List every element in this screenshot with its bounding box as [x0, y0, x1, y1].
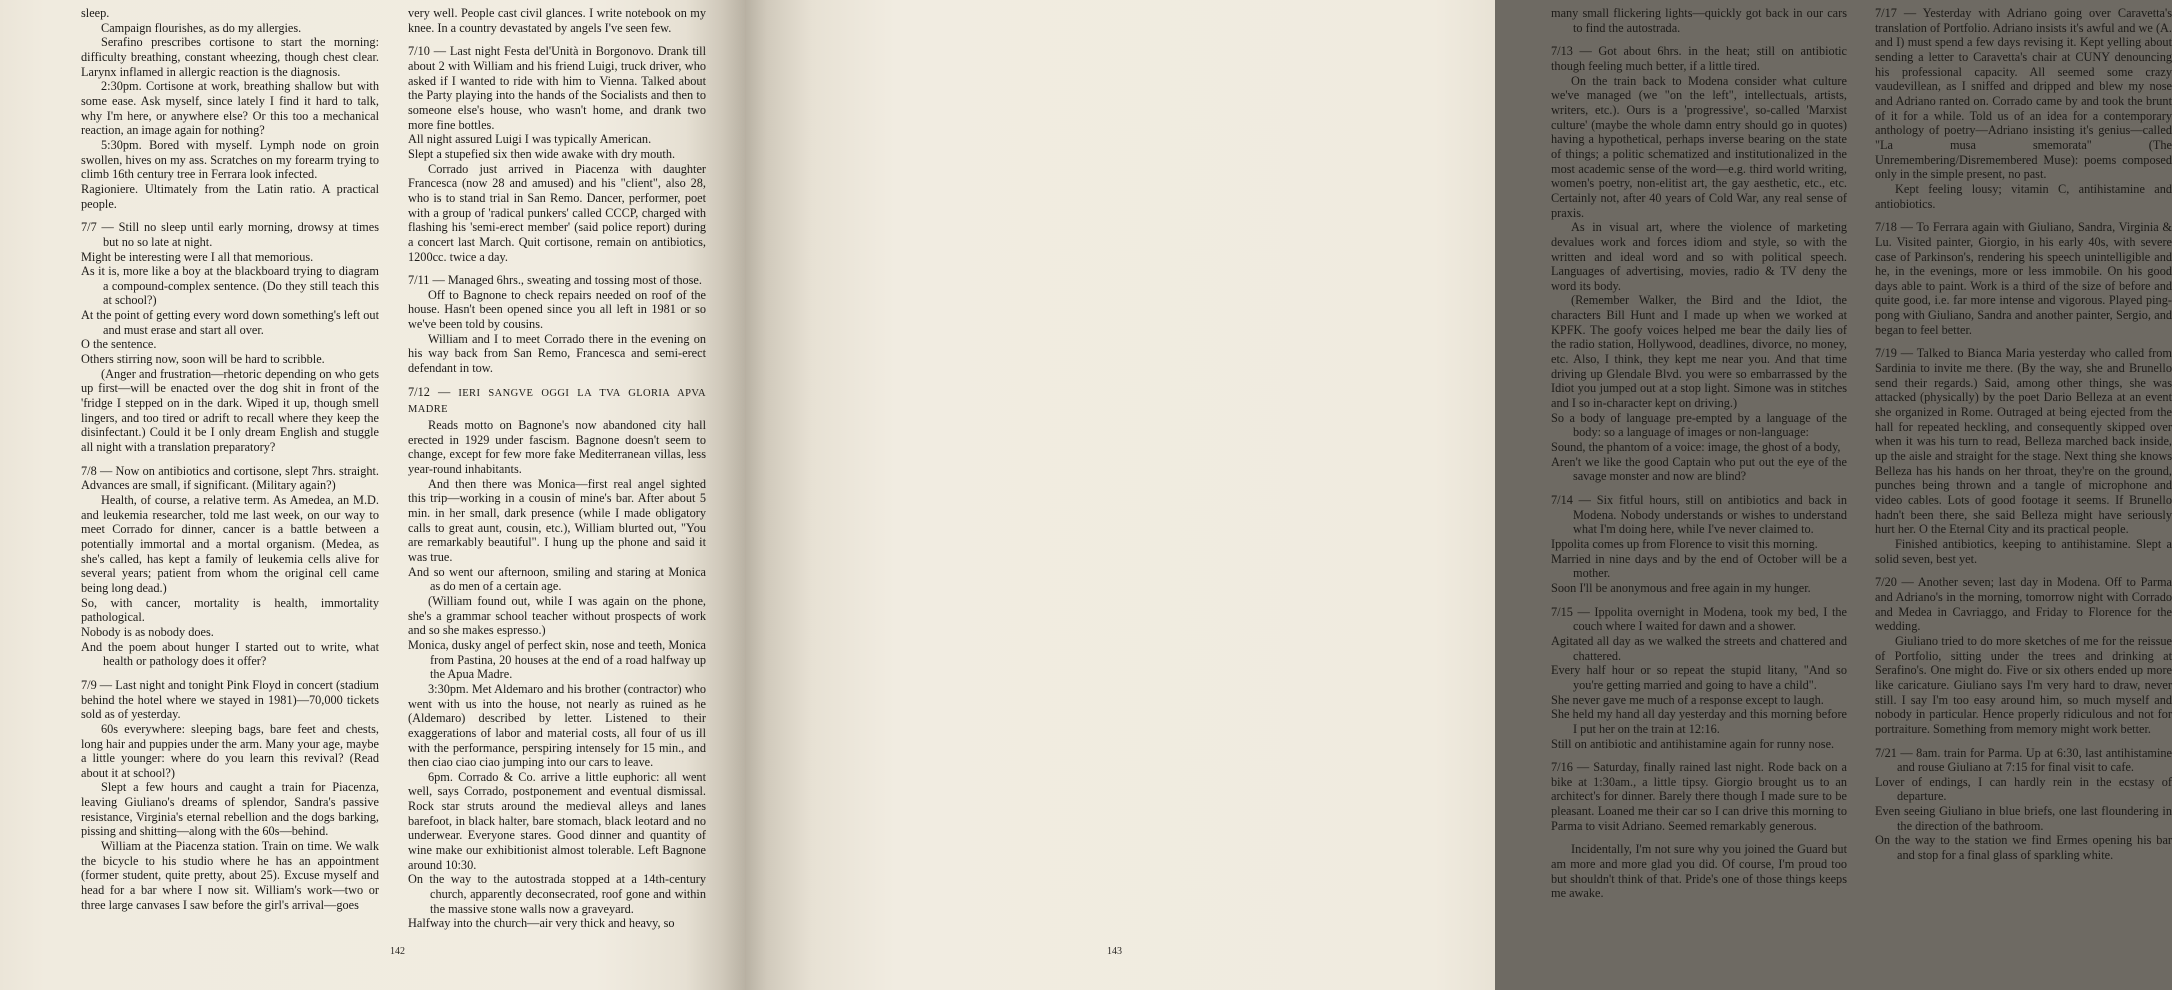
diary-text: Off to Bagnone to check repairs needed on roof of the house. Hasn't been opened since you all left in 1981 or so we've been told by cousins.	[408, 287, 706, 332]
diary-text: So a body of language pre-empted by a language of the body: so a language of images or non-language:	[1551, 410, 1847, 440]
diary-text: Slept a few hours and caught a train for Piacenza, leaving Giuliano's dreams of splendor, Sandra's passive resistance, Virginia's eternal rebellion and the dogs barking, pissing and shitting—along with the 60s—behind.	[81, 780, 379, 839]
diary-text: On the way to the autostrada stopped at a 14th-century church, apparently deconsecrated, roof gone and within the massive stone walls now a graveyard.	[408, 872, 706, 916]
diary-paragraph	[1875, 346, 2172, 537]
diary-text: 7/17 — Yesterday with Adriano going over Caravetta's translation of Portfolio. Adriano insists it's awful and we (A. and I) must spend a few days revising it. Kept yelling about sending a letter to Caravetta's chair at CUNY denouncing his professional capacity. All seemed some crazy vaudevillean, as I sniffed and dripped and blew my nose and Adriano ranted on. Corrado came by and took the brunt of it for a while. Told us of an idea for a contemporary anthology of poetry—Adriano insisting it's genius—called "La musa smemorata" (The Unremembering/Disremembered Muse): poems composed only in the simple present, no past.	[1875, 6, 2172, 182]
diary-paragraph	[1551, 455, 1847, 484]
diary-text: Serafino prescribes cortisone to start the morning: difficulty breathing, constant wheezing, though chest clear. Larynx inflamed in allergic reaction is the diagnosis.	[81, 35, 379, 79]
diary-text: Lover of endings, I can hardly rein in the ecstasy of departure.	[1875, 774, 2172, 804]
diary-paragraph	[408, 418, 706, 477]
diary-text: Still on antibiotic and antihistamine again for runny nose.	[1551, 736, 1835, 751]
diary-text: very well. People cast civil glances. I write notebook on my knee. In a country devastated by angels I've seen few.	[408, 6, 706, 35]
diary-paragraph	[1551, 707, 1847, 736]
diary-paragraph	[81, 138, 379, 182]
diary-text: Soon I'll be anonymous and free again in my hunger.	[1551, 580, 1811, 595]
diary-paragraph	[81, 182, 379, 211]
diary-text: As it is, more like a boy at the blackboard trying to diagram a compound-complex sentence. (Do they still teach this at school?)	[81, 264, 379, 308]
diary-text: At the point of getting every word down something's left out and must erase and start all over.	[81, 308, 379, 337]
diary-paragraph	[1551, 411, 1847, 440]
diary-text: Campaign flourishes, as do my allergies.	[101, 20, 302, 35]
diary-paragraph	[81, 35, 379, 79]
diary-paragraph	[408, 162, 706, 265]
diary-paragraph	[1551, 842, 1847, 901]
diary-paragraph	[1875, 182, 2172, 211]
diary-text: She held my hand all day yesterday and this morning before I put her on the train at 12:16.	[1551, 707, 1847, 736]
diary-paragraph	[81, 596, 379, 625]
diary-paragraph	[81, 308, 379, 337]
diary-paragraph	[81, 250, 379, 265]
diary-paragraph	[408, 872, 706, 916]
diary-paragraph	[408, 770, 706, 873]
diary-text: 7/14 — Six fitful hours, still on antibiotics and back in Modena. Nobody understands or wishes to understand what I'm doing here, while I've never claimed to.	[1551, 493, 1847, 537]
diary-paragraph	[81, 640, 379, 669]
diary-paragraph	[1551, 634, 1847, 663]
diary-paragraph	[408, 147, 706, 162]
diary-text: 7/18 — To Ferrara again with Giuliano, Sandra, Virginia & Lu. Visited painter, Giorgio, in his early 40s, with severe case of Parkinson's, rendering his speech unintelligible and he, in the evenings, more or less immobile. On his good days able to paint. Work is a third of the size of before and quite good, i.e. far more intense and vigorous. Played ping-pong with Giuliano, Sandra and another painter, Sergio, and began to feel better.	[1875, 220, 2172, 337]
diary-text: 7/13 — Got about 6hrs. in the heat; still on antibiotic though feeling much better, if a little tired.	[1551, 44, 1847, 73]
diary-text: 3:30pm. Met Aldemaro and his brother (contractor) who went with us into the house, not nearly as ruined as he (Aldemaro) described by letter. Listened to their exaggerations of labor and material costs, all four of us ill with the performance, perspiring intensely for 15 min., and then ciao ciao ciao jumping into our cars to leave.	[408, 681, 706, 770]
diary-text: Slept a stupefied six then wide awake with dry mouth.	[408, 146, 676, 161]
diary-text: 7/10 — Last night Festa del'Unità in Borgonovo. Drank till about 2 with William and his friend Luigi, truck driver, who asked if I wanted to ride with him to Vienna. Talked about the Party playing into the hands of the Socialists and then to someone else's house, who wasn't home, and drank two more fine bottles.	[408, 44, 706, 132]
diary-text: 7/20 — Another seven; last day in Modena. Off to Parma and Adriano's in the morning, tomorrow night with Corrado and Medea in Cavriaggo, and Friday to Florence for the wedding.	[1875, 575, 2172, 634]
diary-text: Incidentally, I'm not sure why you joined the Guard but am more and more glad you did. Of course, I'm proud too but shouldn't think of that. Pride's one of those things keeps me awake.	[1551, 842, 1847, 901]
diary-text: (William found out, while I was again on the phone, she's a grammar school teacher without prospects of work and so she makes espresso.)	[408, 593, 706, 638]
diary-text: And so went our afternoon, smiling and staring at Monica as do men of a certain age.	[408, 564, 706, 594]
diary-text: 7/19 — Talked to Bianca Maria yesterday who called from Sardinia to invite me there. (By the way, she and Brunello send their regards.) Said, among other things, she was attacked (physically) by the poet Dario Belleza at an event she organized in Rome. Outraged at being ejected from the hall for repeated heckling, and consequently skipped over when it was his turn to read, Belleza marched back inside, up the aisle and straight for the stage. Next thing she knows Belleza has his hands on her throat, they're on the ground, punches being thrown and a tangle of microphone and video cables. Lots of good footage it seems. If Brunello hadn't been there, she said Belleza might have seriously hurt her. O the Eternal City and its practical people.	[1875, 346, 2172, 537]
diary-paragraph	[1551, 737, 1847, 752]
diary-text: (Anger and frustration—rhetoric depending on who gets up first—will be enacted over the dog shit in front of the 'fridge I stepped on in the dark. Wiped it up, though smell lingers, and too tired or adrift to recall where they keep the disinfectant.) Could it be I only dream English and stuggle all night with a translation preparatory?	[81, 366, 379, 455]
left-page-column-2	[408, 6, 706, 931]
diary-text: 7/15 — Ippolita overnight in Modena, took my bed, I the couch where I waited for dawn and a shower.	[1551, 604, 1847, 634]
diary-paragraph	[1551, 605, 1847, 634]
diary-paragraph	[408, 565, 706, 594]
diary-text: Nobody is as nobody does.	[81, 624, 214, 639]
diary-text: Agitated all day as we walked the streets and chattered and chattered.	[1551, 633, 1847, 663]
diary-paragraph	[1551, 760, 1847, 833]
diary-text: Monica, dusky angel of perfect skin, nose and teeth, Monica from Pastina, 20 houses at the end of a road halfway up the Apua Madre.	[408, 637, 706, 682]
diary-paragraph	[1875, 6, 2172, 182]
diary-paragraph	[81, 678, 379, 722]
diary-paragraph	[1551, 220, 1847, 293]
diary-paragraph	[1875, 804, 2172, 833]
diary-text: William and I to meet Corrado there in the evening on his way back from San Remo, Francesca and semi-erect defendant in tow.	[408, 331, 706, 376]
diary-paragraph	[81, 79, 379, 138]
diary-paragraph	[81, 6, 379, 21]
page-number-left: 142	[390, 946, 405, 957]
diary-text: Kept feeling lousy; vitamin C, antihistamine and antiobiotics.	[1875, 181, 2172, 211]
diary-text: 7/9 — Last night and tonight Pink Floyd in concert (stadium behind the hotel where we stayed in 1981)—70,000 tickets sold as of yesterday.	[81, 677, 379, 722]
diary-text: 7/21 — 8am. train for Parma. Up at 6:30, last antihistamine and rouse Giuliano at 7:15 for final visit to cafe.	[1875, 745, 2172, 775]
diary-paragraph	[1875, 634, 2172, 737]
diary-paragraph	[81, 352, 379, 367]
diary-paragraph	[81, 839, 379, 912]
diary-paragraph	[408, 682, 706, 770]
diary-paragraph	[1551, 552, 1847, 581]
diary-text: 7/11 — Managed 6hrs., sweating and tossing most of those.	[408, 273, 702, 288]
diary-text: Sound, the phantom of a voice: image, the ghost of a body,	[1551, 440, 1841, 455]
diary-paragraph	[1875, 775, 2172, 804]
diary-paragraph	[1551, 74, 1847, 221]
diary-paragraph	[1875, 575, 2172, 634]
diary-paragraph	[81, 367, 379, 455]
diary-text: 7/12 —	[408, 384, 459, 399]
diary-paragraph	[1551, 693, 1847, 708]
right-page	[745, 0, 2172, 990]
diary-paragraph	[81, 493, 379, 596]
diary-paragraph	[408, 132, 706, 147]
diary-text: Corrado just arrived in Piacenza with daughter Francesca (now 28 and amused) and his "client", also 28, who is to stand trial in San Remo. Dancer, performer, poet with a group of 'radical punkers' called CCCP, charged with flashing his 'semi-erect member' (said police report) during a concert last March. Quit cortisone, remain on antibiotics, 1200cc. twice a day.	[408, 161, 706, 264]
diary-text: Reads motto on Bagnone's now abandoned city hall erected in 1929 under fascism. Bagnone doesn't seem to change, except for few more fake Mediterranean villas, less year-round inhabitants.	[408, 418, 706, 477]
page-number-right: 143	[1107, 946, 1122, 957]
diary-paragraph	[1875, 746, 2172, 775]
diary-paragraph	[1551, 440, 1847, 455]
diary-text: On the train back to Modena consider what culture we've managed (we "on the left", intellectuals, artists, writers, etc.). Ours is a 'progressive', so-called 'Marxist culture' (maybe the whole damn entry should go in quotes) having a hypothetical, perhaps inverse bearing on the state of things; a politic schematized and institutionalized in the most academic sense of the word—e.g. third world writing, women's poetry, non-elitist art, the gay aesthetic, etc., etc. Certainly not, after 40 years of Cold War, any real sense of praxis.	[1551, 73, 1847, 220]
diary-text: 7/7 — Still no sleep until early morning, drowsy at times but no so late at night.	[81, 220, 379, 249]
diary-paragraph	[1551, 44, 1847, 73]
diary-paragraph	[81, 780, 379, 839]
diary-paragraph	[408, 273, 706, 288]
diary-text: Might be interesting were I all that memorious.	[81, 249, 314, 264]
diary-text: William at the Piacenza station. Train on time. We walk the bicycle to his studio where he has an appointment (former student, quite pretty, about 25). Excuse myself and head for a bar where I now sit. William's work—two or three large canvases I saw before the girl's arrival—goes	[81, 839, 379, 912]
diary-text: On the way to the station we find Ermes opening his bar and stop for a final glass of sparkling white.	[1875, 833, 2172, 863]
diary-paragraph	[408, 332, 706, 376]
diary-paragraph	[1551, 581, 1847, 596]
diary-text: Ippolita comes up from Florence to visit this morning.	[1551, 536, 1818, 551]
diary-text: Giuliano tried to do more sketches of me for the reissue of Portfolio, sitting under the trees and drinking at Serafino's. One might do. Five or six others ended up more like caricature. Giuliano says I'm very hard to draw, never still. I say I'm too easy around him, so much myself and nobody in particular. Hence properly ridiculous and not for portraiture. Something from memory might work better.	[1875, 633, 2172, 736]
diary-paragraph	[81, 464, 379, 493]
diary-text: sleep.	[81, 6, 110, 20]
diary-paragraph	[81, 337, 379, 352]
diary-paragraph	[408, 6, 706, 35]
diary-text: And the poem about hunger I started out to write, what health or pathology does it offer?	[81, 639, 379, 669]
diary-paragraph	[1551, 493, 1847, 537]
diary-text: Every half hour or so repeat the stupid litany, "And so you're getting married and going to have a child".	[1551, 663, 1847, 692]
diary-paragraph	[1551, 6, 1847, 35]
diary-text: Finished antibiotics, keeping to antihistamine. Slept a solid seven, best yet.	[1875, 536, 2172, 566]
left-page	[0, 0, 745, 990]
diary-text: 5:30pm. Bored with myself. Lymph node on groin swollen, hives on my ass. Scratches on my forearm trying to climb 16th century tree in Ferrara look infected.	[81, 137, 379, 182]
diary-text: She never gave me much of a response except to laugh.	[1551, 692, 1824, 707]
diary-text: 60s everywhere: sleeping bags, bare feet and chests, long hair and puppies under the arm. Many your age, maybe a little younger: where do you learn this revival? (Read about it at school?)	[81, 721, 379, 780]
diary-paragraph	[1875, 833, 2172, 862]
diary-text: 2:30pm. Cortisone at work, breathing shallow but with some ease. Ask myself, since lately I find it hard to talk, why I'm here, or anywhere else? Or this too a mechanical reaction, an image again for nothing?	[81, 79, 379, 138]
diary-text: Others stirring now, soon will be hard to scribble.	[81, 352, 325, 367]
left-page-column-1	[81, 6, 379, 912]
diary-paragraph	[81, 264, 379, 308]
diary-paragraph	[81, 722, 379, 781]
diary-text: And then there was Monica—first real angel sighted this trip—working in a cousin of mine's bar. After about 5 min. in her small, dark presence (while I made obligatory calls to great aunt, cousin, etc.), William blurted out, "You are remarkably beautiful". I hung up the phone and said it was true.	[408, 476, 706, 564]
diary-paragraph	[408, 638, 706, 682]
right-page-column-1	[1551, 6, 1847, 901]
diary-paragraph	[81, 21, 379, 36]
diary-paragraph	[81, 625, 379, 640]
diary-paragraph	[1551, 663, 1847, 692]
diary-text: Married in nine days and by the end of October will be a mother.	[1551, 551, 1847, 581]
diary-text: 6pm. Corrado & Co. arrive a little euphoric: all went well, says Corrado, postponement and eventual dismissal. Rock star struts around the medieval alleys and lanes barefoot, in black halter, bare stomach, black leotard and no underwear. Everyone stares. Good dinner and quantity of wine make our exhibitionist almost tolerable. Left Bagnone around 10:30.	[408, 769, 706, 872]
diary-text: So, with cancer, mortality is health, immortality pathological.	[81, 595, 379, 625]
diary-text: 7/16 — Saturday, finally rained last night. Rode back on a bike at 1:30am., a little tipsy. Giorgio brought us to an architect's for dinner. Barely there though I made sure to be pleasant. Loaned me their car so I can drive this morning to Parma to visit Adriano. Seemed remarkably generous.	[1551, 760, 1847, 833]
diary-paragraph	[408, 385, 706, 418]
diary-text: O the sentence.	[81, 337, 157, 352]
diary-paragraph	[408, 477, 706, 565]
diary-paragraph	[408, 594, 706, 638]
diary-paragraph	[1551, 293, 1847, 410]
diary-text: 7/8 — Now on antibiotics and cortisone, slept 7hrs. straight. Advances are small, if significant. (Military again?)	[81, 463, 379, 493]
inscription-motto: IERI SANGVE OGGI LA TVA GLORIA APVA MADRE	[408, 387, 706, 416]
diary-paragraph	[1551, 537, 1847, 552]
right-page-column-2	[1875, 6, 2172, 863]
diary-paragraph	[408, 288, 706, 332]
diary-paragraph	[1875, 220, 2172, 337]
diary-text: many small flickering lights—quickly got back in our cars to find the autostrada.	[1551, 6, 1847, 35]
diary-text: Even seeing Giuliano in blue briefs, one last floundering in the direction of the bathroom.	[1875, 804, 2172, 833]
diary-text: Ragioniere. Ultimately from the Latin ratio. A practical people.	[81, 181, 379, 211]
diary-paragraph	[408, 44, 706, 132]
diary-text: All night assured Luigi I was typically American.	[408, 132, 652, 147]
diary-paragraph	[408, 916, 706, 931]
diary-text: As in visual art, where the violence of marketing devalues work and forces idiom and style, so with the written and ideal word and so with political speech. Languages of advertising, movies, radio & TV deny the word its body.	[1551, 220, 1847, 293]
diary-paragraph	[81, 220, 379, 249]
diary-text: Aren't we like the good Captain who put out the eye of the savage monster and now are blind?	[1551, 454, 1847, 484]
diary-text: (Remember Walker, the Bird and the Idiot, the characters Bill Hunt and I made up when we worked at KPFK. The goofy voices helped me bear the daily lies of the radio station, Hollywood, deadlines, divorce, no money, etc. Also, I think, they kept me near you. And that time driving up Glendale Blvd. you were so embarrassed by the Idiot you jumped out at a stop light. Simone was in stitches and I so in-character kept on driving.)	[1551, 293, 1847, 411]
diary-text: Halfway into the church—air very thick and heavy, so	[408, 916, 675, 931]
diary-text: Health, of course, a relative term. As Amedea, an M.D. and leukemia researcher, told me last week, on our way to meet Corrado for dinner, cancer is a battle between a potentially immortal and a mortal organism. (Medea, as she's called, has kept a family of leukemia cells alive for several years; patient from whom the original cell came being long dead.)	[81, 493, 379, 595]
diary-paragraph	[1875, 537, 2172, 566]
